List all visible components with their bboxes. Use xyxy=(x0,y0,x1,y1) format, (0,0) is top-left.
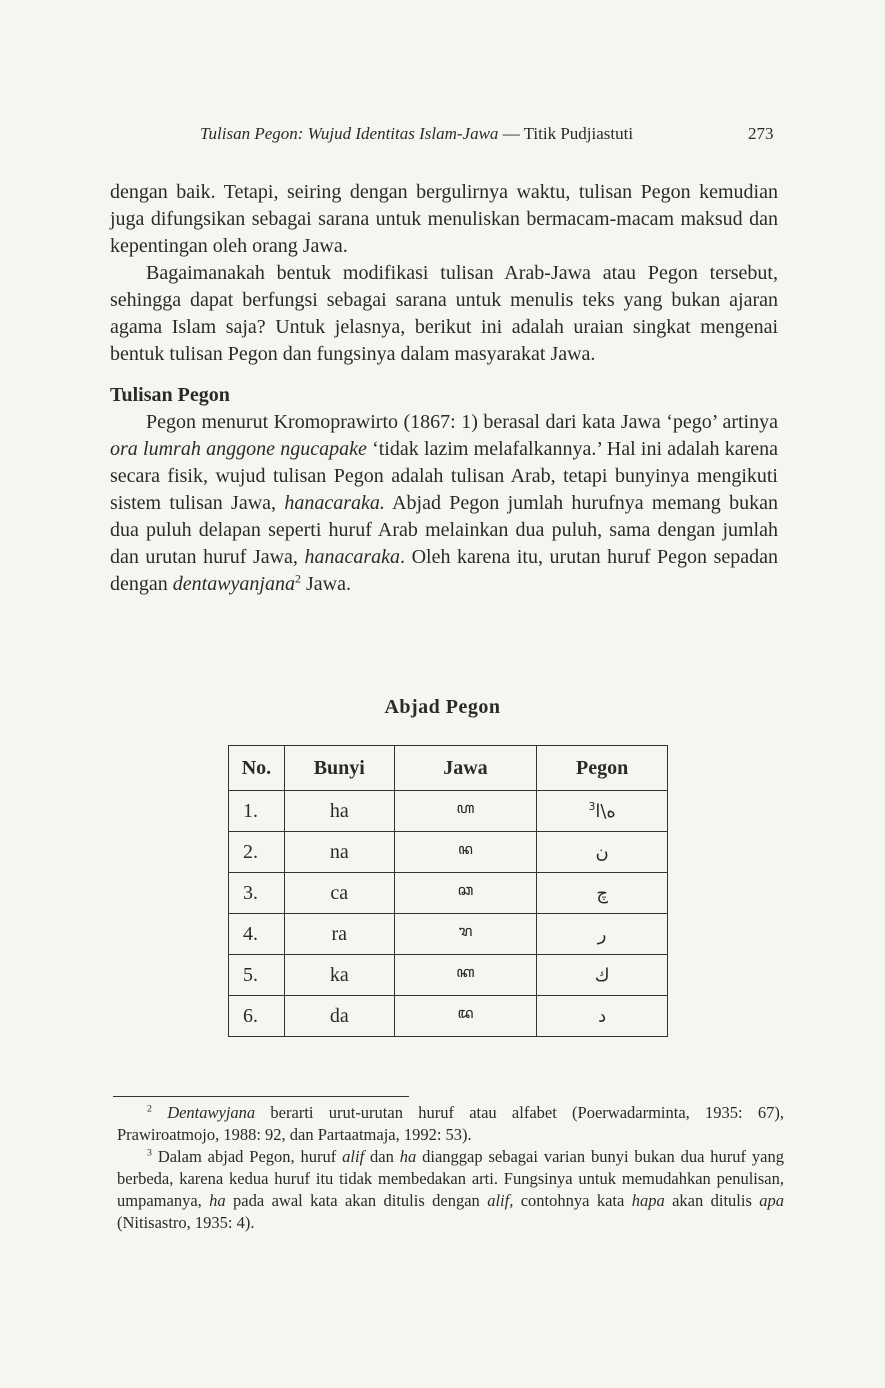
running-head-title: Tulisan Pegon: Wujud Identitas Islam-Jawa xyxy=(200,124,499,143)
table-row xyxy=(229,996,668,1037)
fn3-italic-ha-1: ha xyxy=(399,1147,417,1166)
footnote-mark-2: 2 xyxy=(147,1103,152,1115)
paragraph-1: dengan baik. Tetapi, seiring dengan bergulirnya waktu, tulisan Pegon kemudian juga difungsikan sebagai sarana untuk menuliskan bermacam-macam maksud dan kepentingan oleh orang Jawa. xyxy=(110,181,778,257)
cell-bunyi: ra xyxy=(284,914,394,955)
table-row xyxy=(229,914,668,955)
header-no: No. xyxy=(229,746,285,791)
footnote-2 xyxy=(117,1102,784,1146)
fn3-italic-hapa: hapa xyxy=(631,1191,665,1210)
p3-text-g: . Oleh karena itu, urutan huruf Pegon sepadan dengan xyxy=(110,546,778,595)
table-row xyxy=(229,955,668,996)
cell-jawa: ꦲ xyxy=(394,791,537,832)
cell-no: 2. xyxy=(229,832,285,873)
footnote-mark-3: 3 xyxy=(147,1147,152,1159)
footnote-divider xyxy=(113,1096,409,1097)
cell-no: 3. xyxy=(229,873,285,914)
page-number: 273 xyxy=(748,124,774,143)
fn3-text-m: (Nitisastro, 1935: 4). xyxy=(117,1213,255,1232)
cell-pegon: چ xyxy=(537,873,668,914)
cell-no: 5. xyxy=(229,955,285,996)
cell-bunyi: da xyxy=(284,996,394,1037)
p3-italic-phrase: ora lumrah anggone ngucapake xyxy=(110,438,367,460)
fn3-text-k: akan ditulis xyxy=(664,1191,760,1210)
header-bunyi: Bunyi xyxy=(284,746,394,791)
cell-no: 4. xyxy=(229,914,285,955)
table-title: Abjad Pegon xyxy=(384,696,501,718)
footnote-2-term: Dentawyjana xyxy=(167,1103,256,1122)
running-head-author: — Titik Pudjiastuti xyxy=(498,124,634,143)
fn3-italic-ha-2: ha xyxy=(209,1191,226,1210)
footnote-2-text: berarti urut-urutan huruf atau alfabet (Poerwadarminta, 1935: 67), Prawiroatmojo, 1988: 92, dan Partaatmaja, 1992: 53). xyxy=(117,1103,784,1144)
fn3-italic-alif-2: alif, xyxy=(487,1191,514,1210)
cell-pegon: ك xyxy=(537,955,668,996)
p3-text-a: Pegon menurut Kromoprawirto (1867: 1) berasal dari kata Jawa ‘pego’ artinya xyxy=(146,411,778,433)
header-jawa: Jawa xyxy=(394,746,537,791)
footnote-ref-2: 2 xyxy=(294,571,301,586)
fn3-text-c: dan xyxy=(364,1147,400,1166)
cell-jawa: ꦤ xyxy=(394,832,537,873)
pegon-glyph: ه\ا xyxy=(595,800,616,822)
cell-jawa: ꦫ xyxy=(394,914,537,955)
paragraph-2: Bagaimanakah bentuk modifikasi tulisan Arab-Jawa atau Pegon tersebut, sehingga dapat berfungsi sebagai sarana untuk menulis teks yang bukan ajaran agama Islam saja? Untuk jelasnya, berikut ini adalah uraian singkat mengenai bentuk tulisan Pegon dan fungsinya dalam masyarakat Jawa. xyxy=(110,262,778,365)
cell-bunyi: ca xyxy=(284,873,394,914)
footnotes xyxy=(117,1102,784,1234)
cell-jawa: ꦏ xyxy=(394,955,537,996)
fn3-text-a: Dalam abjad Pegon, huruf xyxy=(151,1147,343,1166)
abjad-pegon-table xyxy=(228,745,668,1037)
fn3-text-i: contohnya kata xyxy=(513,1191,632,1210)
cell-no: 1. xyxy=(229,791,285,832)
cell-pegon xyxy=(537,791,668,832)
p3-italic-dentawyanjana: dentawyanjana xyxy=(172,573,295,595)
cell-pegon: ر xyxy=(537,914,668,955)
p3-text-c: ‘tidak lazim melafalkannya.’ Hal ini adalah karena secara fisik, wujud tulisan Pegon adalah tulisan Arab, tetapi bunyinya mengikuti sistem tulisan Jawa, xyxy=(110,438,779,514)
table-row xyxy=(229,791,668,832)
paragraph-3 xyxy=(110,409,778,598)
cell-no: 6. xyxy=(229,996,285,1037)
table-row xyxy=(229,873,668,914)
table-header-row xyxy=(229,746,668,791)
p3-italic-hanacaraka-2: hanacaraka xyxy=(304,546,401,568)
header-pegon: Pegon xyxy=(537,746,668,791)
fn3-text-g: pada awal kata akan ditulis dengan xyxy=(225,1191,488,1210)
footnote-ref-3: 3 xyxy=(588,799,596,813)
table-row xyxy=(229,832,668,873)
p3-text-e: Abjad Pegon jumlah hurufnya memang bukan dua puluh delapan seperti huruf Arab melainkan dua puluh, sama dengan jumlah dan urutan huruf Jawa, xyxy=(110,492,778,568)
p3-text-i: Jawa. xyxy=(300,573,351,595)
cell-bunyi: ha xyxy=(284,791,394,832)
fn3-text-e: dianggap sebagai varian bunyi bukan dua huruf yang berbeda, karena kedua huruf itu tidak membedakan arti. Fungsinya untuk memudahkan penulisan, umpamanya, xyxy=(117,1147,784,1210)
footnote-3 xyxy=(117,1146,784,1234)
cell-bunyi: ka xyxy=(284,955,394,996)
body-text xyxy=(110,179,778,598)
fn3-italic-alif-1: alif xyxy=(342,1147,365,1166)
fn3-italic-apa: apa xyxy=(759,1191,785,1210)
p3-italic-hanacaraka-1: hanacaraka. xyxy=(284,492,385,514)
cell-pegon: ن xyxy=(537,832,668,873)
cell-pegon: د xyxy=(537,996,668,1037)
cell-jawa: ꦢ xyxy=(394,996,537,1037)
section-heading: Tulisan Pegon xyxy=(110,384,230,406)
cell-jawa: ꦕ xyxy=(394,873,537,914)
cell-bunyi: na xyxy=(284,832,394,873)
running-head xyxy=(200,124,780,144)
